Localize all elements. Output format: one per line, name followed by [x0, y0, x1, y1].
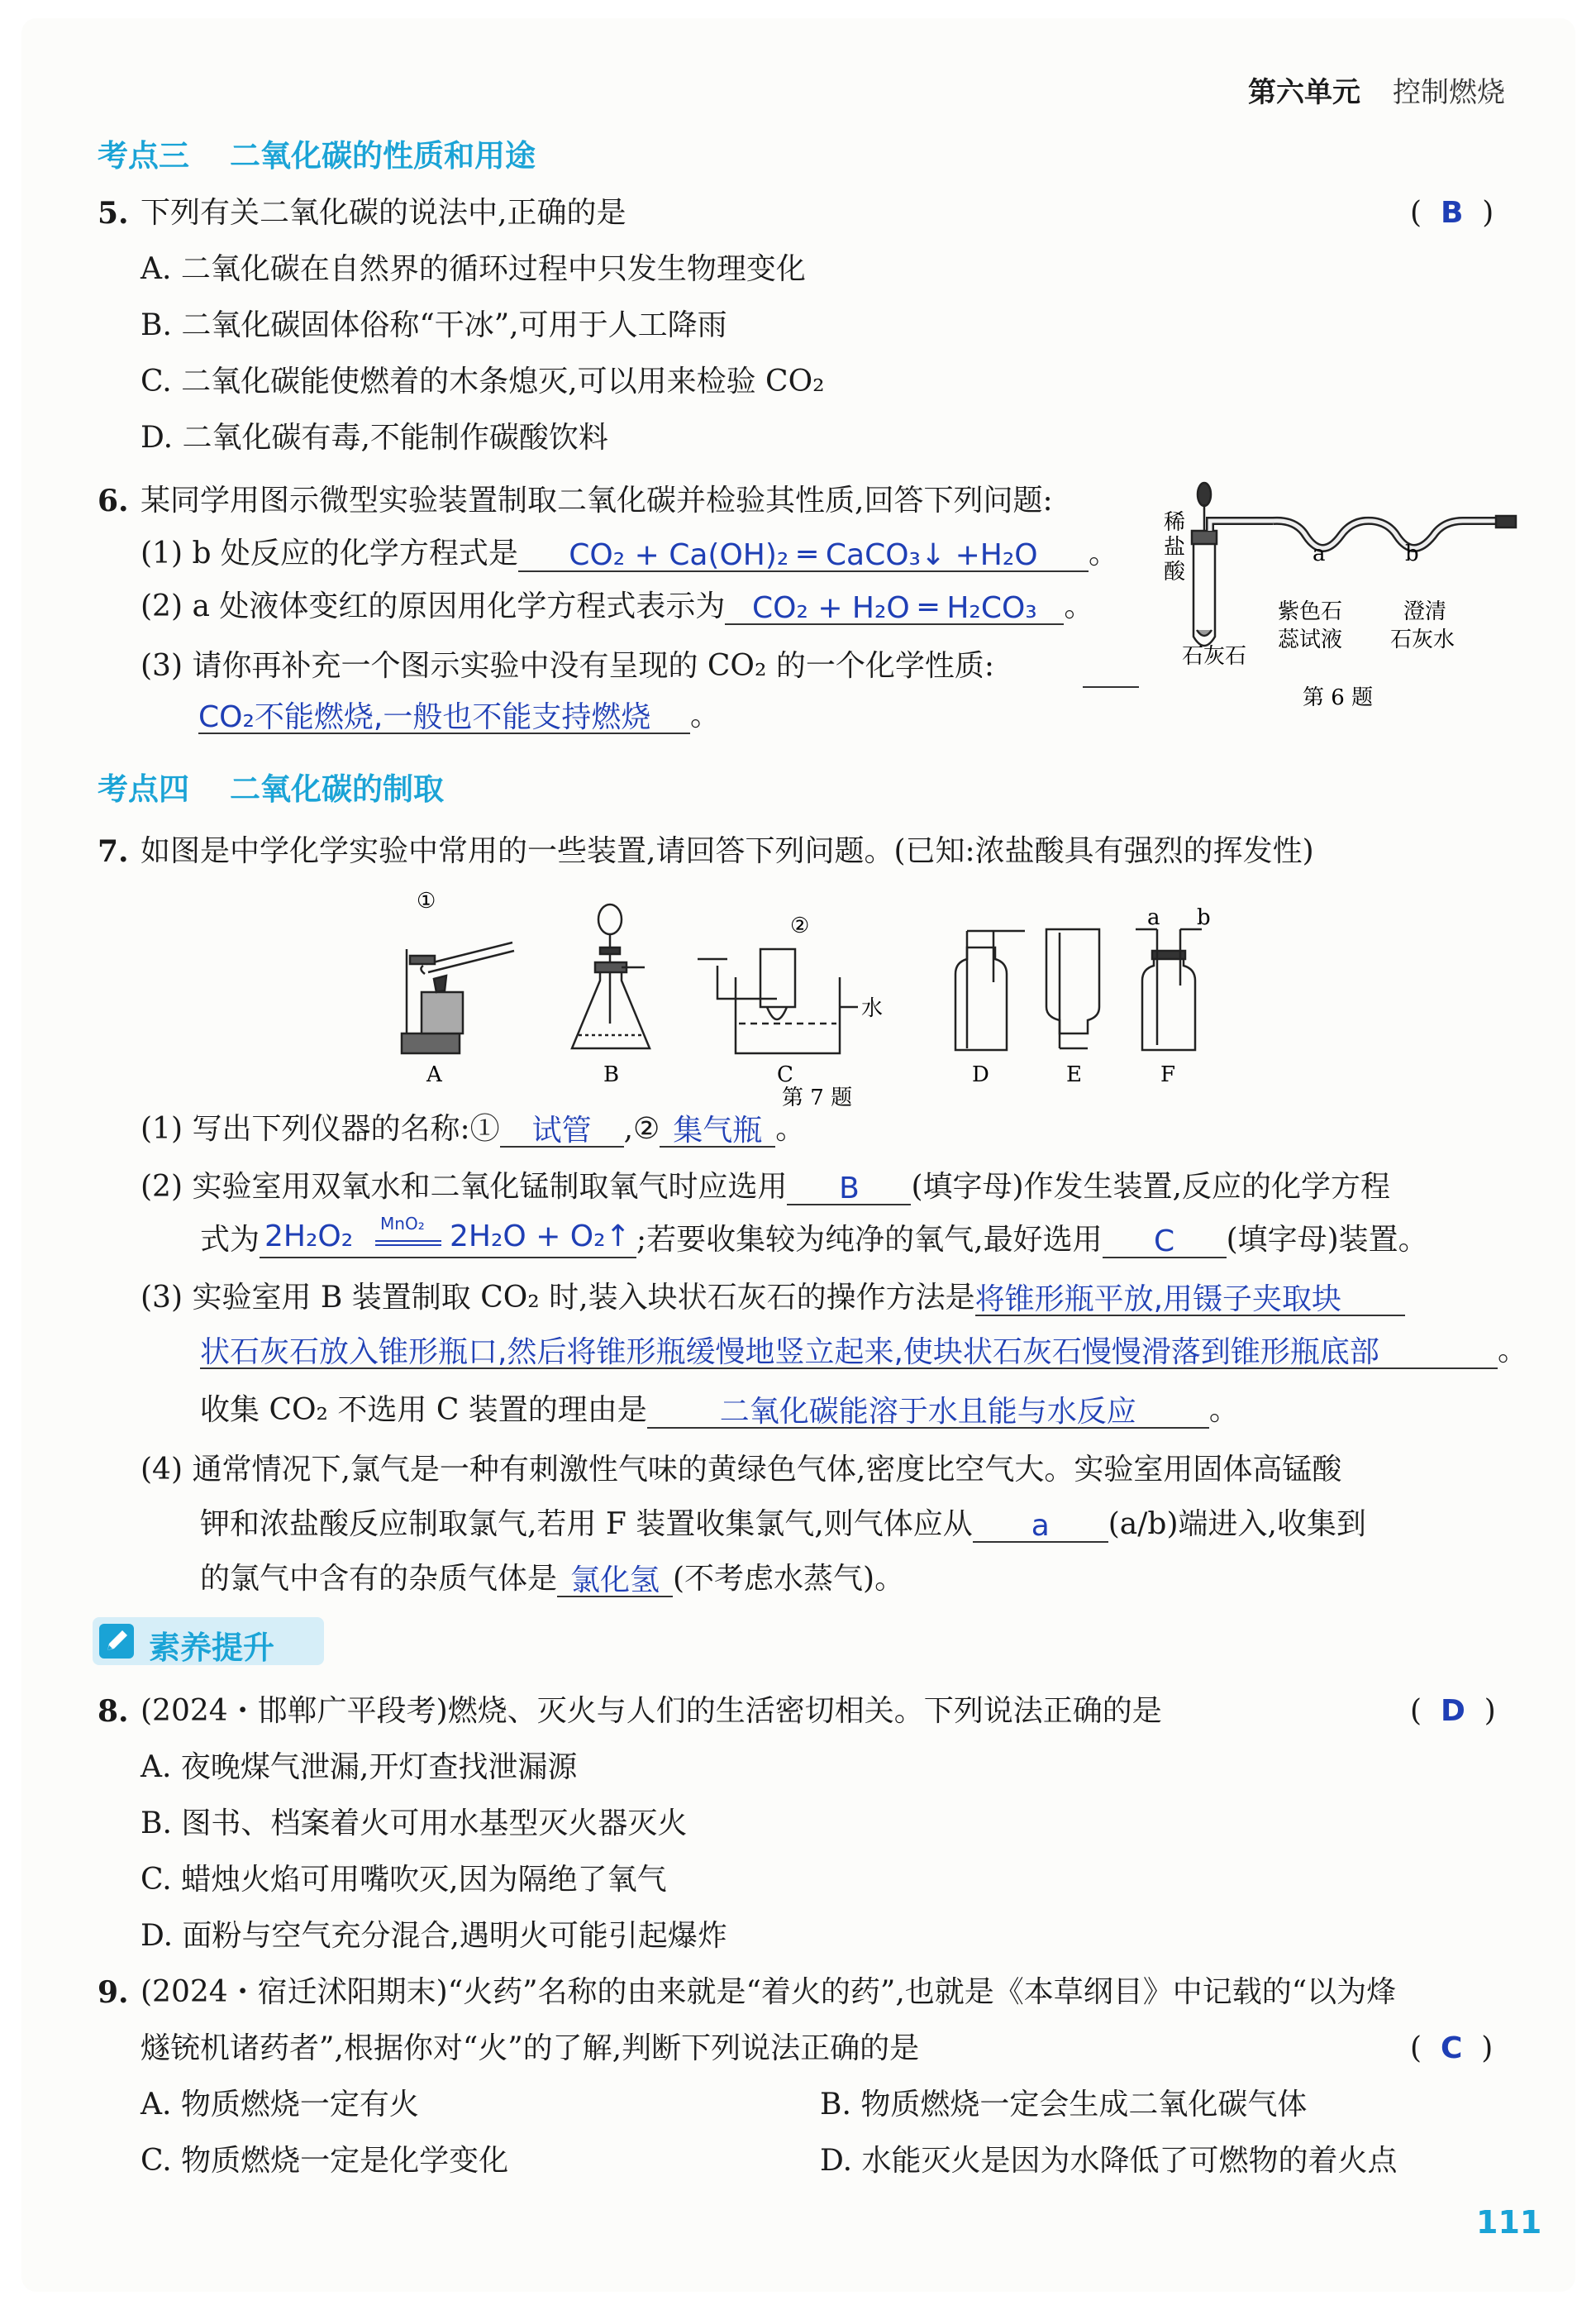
page-number: 111 [1476, 2204, 1542, 2241]
fig6-label-litmus-1: 紫色石 [1278, 599, 1343, 624]
q9-option-a: A. 物质燃烧一定有火 [141, 2088, 419, 2121]
q7-part3-answer2[interactable]: 状石灰石放入锥形瓶口,然后将锥形瓶缓慢地竖立起来,使块状石灰石慢慢滑落到锥形瓶底部 [200, 1334, 1498, 1369]
q8-option-a: A. 夜晚煤气泄漏,开灯查找泄漏源 [141, 1750, 578, 1784]
q7-part2-answer2[interactable]: C [1103, 1224, 1227, 1258]
q8-option-d: D. 面粉与空气充分混合,遇明火可能引起爆炸 [141, 1919, 727, 1953]
stopper [1192, 531, 1217, 544]
q5-number: 5. [98, 196, 129, 231]
q5-stem: 下列有关二氧化碳的说法中,正确的是 [141, 196, 626, 230]
q9-option-c: C. 物质燃烧一定是化学变化 [141, 2144, 509, 2178]
fig6-label-a: a [1313, 542, 1326, 566]
q9-option-d: D. 水能灭火是因为水降低了可燃物的着火点 [820, 2144, 1398, 2178]
section3-label: 考点三 [98, 138, 189, 174]
q8-option-c: C. 蜡烛火焰可用嘴吹灭,因为隔绝了氧气 [141, 1863, 667, 1897]
fig7-label-b: b [1197, 905, 1211, 930]
apparatus-f [1136, 929, 1202, 1050]
q7-part2-equation[interactable]: 2H₂O₂ MnO₂ 2H₂O + O₂↑ [260, 1224, 636, 1258]
q5-option-c: C. 二氧化碳能使燃着的木条熄灭,可以用来检验 CO₂ [141, 365, 825, 399]
q7-number: 7. [98, 834, 129, 869]
q7-part3-answer1[interactable]: 将锥形瓶平放,用镊子夹取块 [975, 1281, 1405, 1316]
q5-answer: B [1440, 196, 1464, 230]
q8-stem: (2024・邯郸广平段考)燃烧、灭火与人们的生活密切相关。下列说法正确的是 [141, 1694, 1162, 1728]
section3-title: 二氧化碳的性质和用途 [230, 138, 536, 174]
dropper-bulb [1198, 483, 1211, 506]
q8-option-b: B. 图书、档案着火可用水基型灭火器灭火 [141, 1806, 688, 1840]
section4-label: 考点四 [98, 771, 189, 807]
apparatus-b [572, 904, 650, 1048]
q7-part3-line1: (3) 实验室用 B 装置制取 CO₂ 时,装入块状石灰石的操作方法是将锥形瓶平放,用镊子夹取块 [141, 1280, 1405, 1316]
q9-answer-paren: ( C ) [1410, 2031, 1494, 2065]
q6-part2: (2) a 处液体变红的原因用化学方程式表示为 CO₂ + H₂O ═ H₂CO₃ 。 [141, 589, 1094, 625]
q6-stem: 某同学用图示微型实验装置制取二氧化碳并检验其性质,回答下列问题: [141, 484, 1053, 518]
fig6-label-acid-2: 盐 [1164, 535, 1186, 560]
q7-part4-line2: 钾和浓盐酸反应制取氯气,若用 F 装置收集氯气,则气体应从 a (a/b)端进入,收集到 [200, 1507, 1366, 1543]
q5-answer-paren: ( B ) [1410, 196, 1494, 230]
fig7-label-E: E [1066, 1062, 1082, 1087]
fig7-water: 水 [861, 996, 884, 1021]
q6-part3-answer-line: CO₂不能燃烧,一般也不能支持燃烧 。 [198, 699, 721, 734]
fig7-caption: 第 7 题 [782, 1086, 853, 1106]
q9-number: 9. [98, 1975, 129, 2010]
q7-part1: (1) 写出下列仪器的名称:① 试管 ,② 集气瓶 。 [141, 1112, 806, 1148]
apparatus-e [1046, 929, 1099, 1048]
q7-part4-answer2[interactable]: 氯化氢 [557, 1563, 673, 1597]
section5-title: 素养提升 [149, 1630, 275, 1666]
fig6-label-b: b [1405, 542, 1419, 566]
tube-end-cap [1496, 516, 1516, 527]
q5-option-d: D. 二氧化碳有毒,不能制作碳酸饮料 [141, 421, 608, 455]
q7-part3-answer3[interactable]: 二氧化碳能溶于水且能与水反应 [647, 1394, 1209, 1429]
fig6-label-acid-3: 酸 [1164, 560, 1186, 585]
fig7-label-C: C [777, 1062, 793, 1087]
fig6-label-acid-1: 稀 [1164, 510, 1186, 535]
figure-7-apparatus [388, 883, 1265, 1106]
figure-6-apparatus [1149, 471, 1529, 719]
apparatus-c [698, 949, 858, 1053]
q5-option-b: B. 二氧化碳固体俗称“干冰”,可用于人工降雨 [141, 308, 727, 342]
q7-part4-line1: (4) 通常情况下,氯气是一种有刺激性气味的黄绿色气体,密度比空气大。实验室用固体高锰酸 [141, 1453, 1342, 1487]
q8-answer: D [1440, 1694, 1465, 1728]
q7-part2-line1: (2) 实验室用双氧水和二氧化锰制取氧气时应选用 B (填字母)作发生装置,反应的化学方程 [141, 1170, 1390, 1205]
q6-part3: (3) 请你再补充一个图示实验中没有呈现的 CO₂ 的一个化学性质: [141, 649, 994, 683]
q9-stem-line2: 燧铳机诸药者”,根据你对“火”的了解,判断下列说法正确的是 [141, 2031, 920, 2065]
q7-part2-line2: 式为 2H₂O₂ MnO₂ 2H₂O + O₂↑ ;若要收集较为纯净的氧气,最好选用 C (填字母)装置。 [200, 1214, 1428, 1258]
q7-part3-line2: 状石灰石放入锥形瓶口,然后将锥形瓶缓慢地竖立起来,使块状石灰石慢慢滑落到锥形瓶底部 。 [200, 1334, 1528, 1369]
fig7-label-a: a [1147, 905, 1160, 930]
fig7-label-B: B [603, 1062, 620, 1087]
q7-stem: 如图是中学化学实验中常用的一些装置,请回答下列问题。(已知:浓盐酸具有强烈的挥发性) [141, 834, 1314, 868]
fig6-label-limestone: 石灰石 [1182, 644, 1247, 669]
q7-part2-answer1[interactable]: B [787, 1171, 911, 1205]
q9-answer: C [1440, 2031, 1463, 2065]
pencil-icon [98, 1622, 137, 1660]
limestone-pieces [1197, 630, 1212, 636]
q6-number: 6. [98, 484, 129, 518]
fig7-label-D: D [972, 1062, 989, 1087]
fig6-label-lime-2: 石灰水 [1390, 628, 1455, 652]
fig6-caption: 第 6 题 [1303, 685, 1374, 710]
fig7-label-A: A [426, 1062, 442, 1087]
fig7-circle-1: ① [417, 889, 436, 914]
q6-part2-answer[interactable]: CO₂ + H₂O ═ H₂CO₃ [725, 590, 1064, 625]
q6-part3-blank-start [1083, 653, 1139, 688]
q8-number: 8. [98, 1694, 129, 1729]
q5-option-a: A. 二氧化碳在自然界的循环过程中只发生物理变化 [141, 252, 806, 286]
q6-part3-answer[interactable]: CO₂不能燃烧,一般也不能支持燃烧 [198, 699, 690, 734]
fig7-label-F: F [1160, 1062, 1176, 1087]
q8-answer-paren: ( D ) [1410, 1694, 1496, 1728]
section4-title: 二氧化碳的制取 [230, 771, 444, 807]
q7-part4-line3: 的氯气中含有的杂质气体是 氯化氢 (不考虑水蒸气)。 [200, 1562, 905, 1597]
q6-part1-answer[interactable]: CO₂ + Ca(OH)₂ ═ CaCO₃↓ +H₂O [518, 537, 1089, 572]
apparatus-a [402, 943, 514, 1053]
q7-part3-line3: 收集 CO₂ 不选用 C 装置的理由是 二氧化碳能溶于水且能与水反应 。 [200, 1393, 1239, 1429]
q6-part1: (1) b 处反应的化学方程式是 CO₂ + Ca(OH)₂ ═ CaCO₃↓ +H₂O 。 [141, 537, 1118, 572]
unit-title: 第六单元 [1248, 76, 1360, 109]
chapter-title: 控制燃烧 [1393, 76, 1505, 109]
apparatus-d [955, 931, 1025, 1050]
fig7-circle-2: ② [790, 914, 810, 938]
fig6-label-lime-1: 澄清 [1403, 599, 1447, 624]
q9-stem-line1: (2024・宿迁沭阳期末)“火药”名称的由来就是“着火的药”,也就是《本草纲目》中记载的“以为烽 [141, 1975, 1397, 2009]
fig6-label-litmus-2: 蕊试液 [1278, 628, 1343, 652]
q7-part1-answer1[interactable]: 试管 [500, 1113, 624, 1148]
q9-option-b: B. 物质燃烧一定会生成二氧化碳气体 [820, 2088, 1308, 2121]
q7-part1-answer2[interactable]: 集气瓶 [660, 1113, 775, 1148]
q7-part4-answer1[interactable]: a [973, 1508, 1108, 1543]
